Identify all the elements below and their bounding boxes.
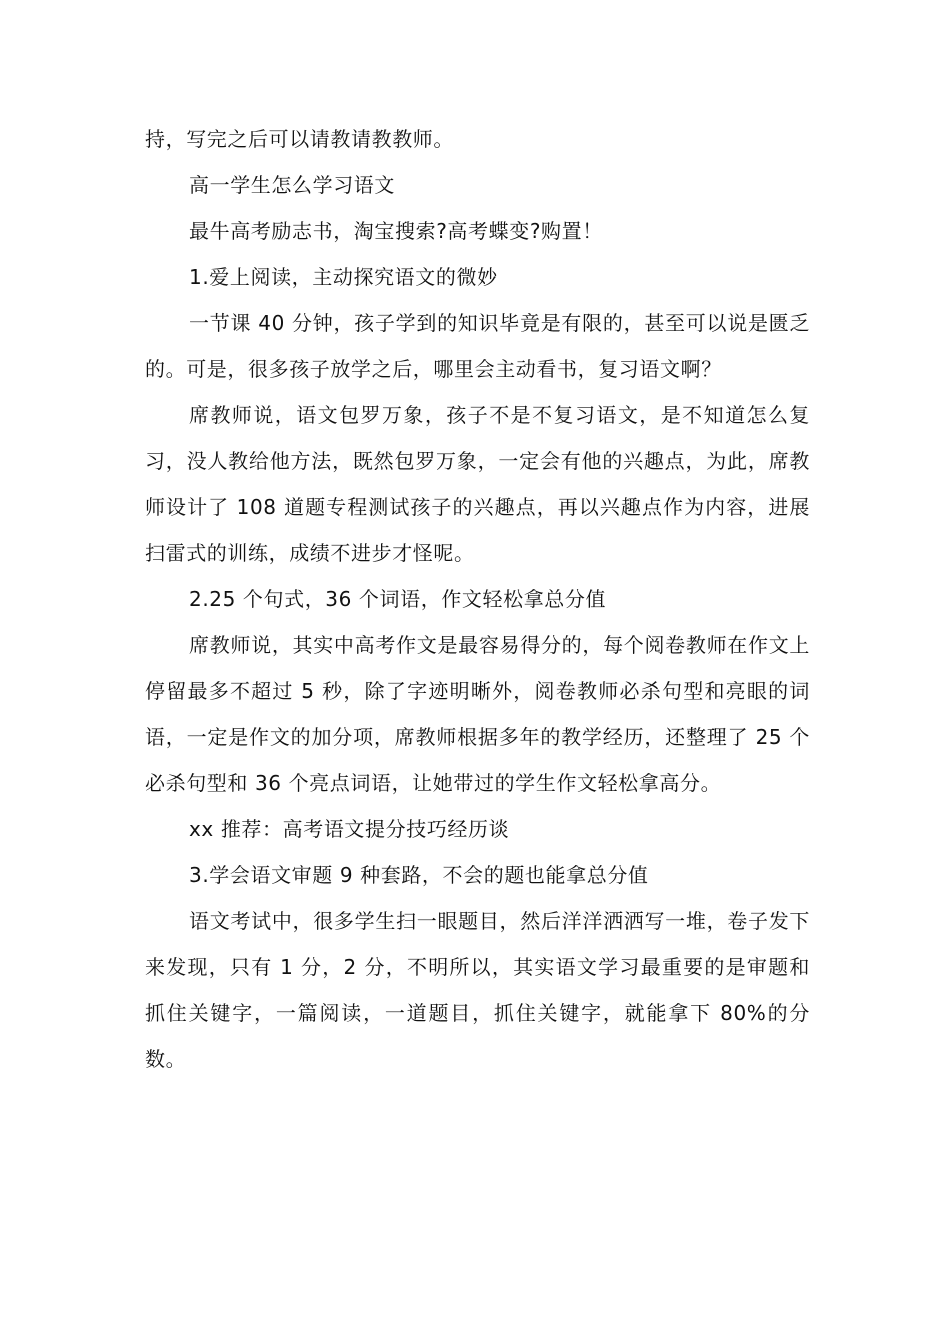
paragraph-section-1-body-a: 一节课 40 分钟，孩子学到的知识毕竟是有限的，甚至可以说是匮乏的。可是，很多孩子放学之后，哪里会主动看书，复习语文啊？ bbox=[145, 311, 810, 381]
paragraph-section-3-title: 3.学会语文审题 9 种套路，不会的题也能拿总分值 bbox=[189, 863, 649, 887]
paragraph-recommendation: xx 推荐：高考语文提分技巧经历谈 bbox=[189, 817, 510, 841]
paragraph-section-3-body: 语文考试中，很多学生扫一眼题目，然后洋洋洒洒写一堆，卷子发下来发现，只有 1 分，2 分，不明所以，其实语文学习最重要的是审题和抓住关键字，一篇阅读，一道题目，抓住关键字，就能拿下 80%的分数。 bbox=[145, 909, 810, 1071]
paragraph-section-1-title: 1.爱上阅读，主动探究语文的微妙 bbox=[189, 265, 498, 289]
paragraph-section-2-title: 2.25 个句式，36 个词语，作文轻松拿总分值 bbox=[189, 587, 607, 611]
paragraph-heading-study-chinese: 高一学生怎么学习语文 bbox=[189, 173, 395, 197]
paragraph-section-2-body: 席教师说，其实中高考作文是最容易得分的，每个阅卷教师在作文上停留最多不超过 5 秒，除了字迹明晰外，阅卷教师必杀句型和亮眼的词语，一定是作文的加分项，席教师根据多年的教学经历，还整理了 25 个必杀句型和 36 个亮点词语，让她带过的学生作文轻松拿高分。 bbox=[145, 633, 810, 795]
paragraph-book-recommendation: 最牛高考励志书，淘宝搜索?高考蝶变?购置！ bbox=[189, 219, 603, 243]
paragraph-section-1-body-b: 席教师说，语文包罗万象，孩子不是不复习语文，是不知道怎么复习，没人教给他方法，既然包罗万象，一定会有他的兴趣点，为此，席教师设计了 108 道题专程测试孩子的兴趣点，再以兴趣点作为内容，进展扫雷式的训练，成绩不进步才怪呢。 bbox=[145, 403, 810, 565]
document-body bbox=[145, 116, 810, 1082]
paragraph-continuation: 持，写完之后可以请教请教教师。 bbox=[145, 127, 454, 151]
